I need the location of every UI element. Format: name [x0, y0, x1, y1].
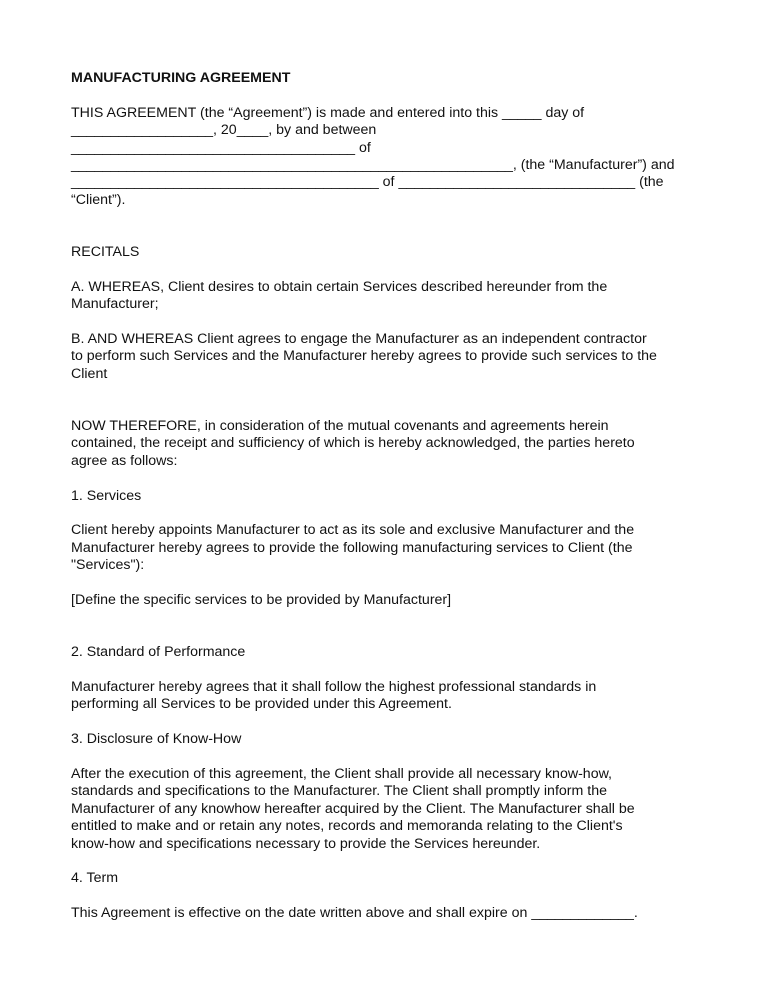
recitals-heading: RECITALS: [71, 244, 140, 261]
section-1-body: [71, 522, 697, 574]
recital-b: [71, 331, 697, 383]
recital-line: to perform such Services and the Manufacturer hereby agrees to provide such services to the: [71, 348, 657, 365]
section-3-line: entitled to make and or retain any notes, records and memoranda relating to the Client's: [71, 818, 623, 835]
now-therefore-paragraph: [71, 418, 697, 470]
now-therefore-line: NOW THEREFORE, in consideration of the mutual covenants and agreements herein: [71, 418, 609, 435]
section-3-heading: 3. Disclosure of Know-How: [71, 731, 242, 748]
intro-line: “Client”).: [71, 191, 126, 208]
intro-line: __________________, 20____, by and between: [71, 122, 377, 139]
intro-line: ____________________________________ of: [71, 139, 371, 156]
section-2-body: [71, 679, 697, 714]
section-1-heading: 1. Services: [71, 487, 142, 504]
section-4-line: This Agreement is effective on the date written above and shall expire on _____________.: [71, 905, 638, 922]
section-2-line: performing all Services to be provided under this Agreement.: [71, 696, 452, 713]
now-therefore-line: agree as follows:: [71, 452, 178, 469]
section-1-line: Client hereby appoints Manufacturer to act as its sole and exclusive Manufacturer and the: [71, 522, 635, 539]
services-placeholder: [Define the specific services to be provided by Manufacturer]: [71, 592, 452, 609]
section-2-line: Manufacturer hereby agrees that it shall follow the highest professional standards in: [71, 679, 597, 696]
recital-line: A. WHEREAS, Client desires to obtain certain Services described hereunder from the: [71, 278, 608, 295]
recital-line: Manufacturer;: [71, 296, 159, 313]
document-title: MANUFACTURING AGREEMENT: [71, 70, 291, 86]
now-therefore-line: contained, the receipt and sufficiency of which is hereby acknowledged, the parties hereto: [71, 435, 635, 452]
section-3-line: Manufacturer of any knowhow hereafter acquired by the Client. The Manufacturer shall be: [71, 800, 635, 817]
intro-line: ________________________________________________________, (the “Manufacturer”) and: [71, 157, 675, 174]
section-1-line: Manufacturer hereby agrees to provide the following manufacturing services to Client (the: [71, 539, 633, 556]
section-3-line: After the execution of this agreement, the Client shall provide all necessary know-how,: [71, 766, 612, 783]
section-4-heading: 4. Term: [71, 870, 119, 887]
intro-line: _______________________________________ of ______________________________ (the: [71, 174, 664, 191]
section-3-line: standards and specifications to the Manufacturer. The Client shall promptly inform the: [71, 783, 607, 800]
recital-a: [71, 279, 697, 314]
intro-paragraph: [71, 105, 697, 209]
recital-line: Client: [71, 365, 108, 382]
document-page: [71, 70, 697, 923]
section-3-body: [71, 766, 697, 853]
section-2-heading: 2. Standard of Performance: [71, 644, 246, 661]
intro-line: THIS AGREEMENT (the “Agreement”) is made and entered into this _____ day of: [71, 104, 585, 121]
section-1-line: "Services"):: [71, 557, 145, 574]
section-3-line: know-how and specifications necessary to provide the Services hereunder.: [71, 835, 541, 852]
recital-line: B. AND WHEREAS Client agrees to engage the Manufacturer as an independent contractor: [71, 331, 647, 348]
